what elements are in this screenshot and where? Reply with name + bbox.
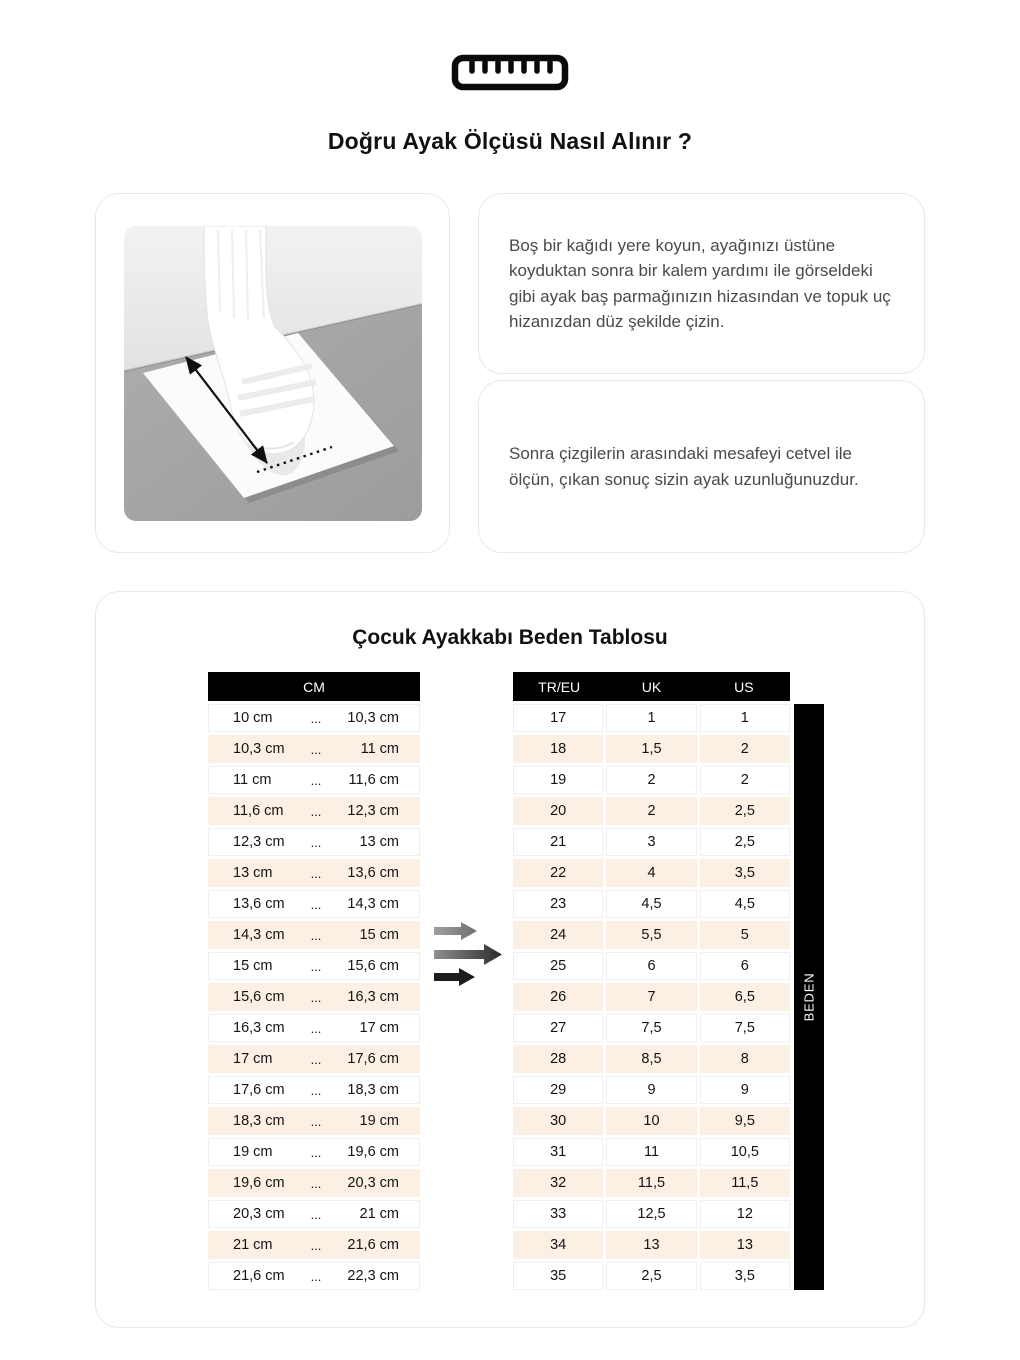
- us-value: 4,5: [700, 890, 790, 918]
- cm-table-row: [208, 1045, 420, 1073]
- size-col-treu: TR/EU: [538, 678, 581, 695]
- us-value: 6: [700, 952, 790, 980]
- us-value: 2: [700, 766, 790, 794]
- cm-from-value: 13 cm: [233, 865, 273, 881]
- cm-separator: ...: [310, 927, 322, 943]
- cm-table-row: [208, 735, 420, 763]
- cm-from-value: 14,3 cm: [233, 927, 285, 943]
- beden-side-bar: [794, 704, 824, 1290]
- cm-from-value: 11 cm: [233, 772, 272, 788]
- treu-value: 25: [513, 952, 603, 980]
- cm-separator: ...: [310, 989, 322, 1005]
- size-table-row: [513, 704, 790, 732]
- treu-value: 32: [513, 1169, 603, 1197]
- cm-to-value: 13,6 cm: [347, 865, 399, 881]
- size-table-row: [513, 1169, 790, 1197]
- cm-from-value: 19,6 cm: [233, 1175, 285, 1191]
- size-table-row: [513, 1076, 790, 1104]
- cm-from-value: 21,6 cm: [233, 1268, 285, 1284]
- beden-label: BEDEN: [801, 972, 817, 1022]
- cm-separator: ...: [310, 772, 322, 788]
- tables-gap: [420, 672, 513, 1293]
- cm-table-row: [208, 797, 420, 825]
- ruler-icon-wrap: [0, 54, 1020, 92]
- cm-from-value: 11,6 cm: [233, 803, 284, 819]
- size-table-body: [513, 704, 790, 1290]
- instruction-card-2: [478, 380, 925, 553]
- cm-to-value: 21,6 cm: [347, 1237, 399, 1253]
- uk-value: 7: [606, 983, 696, 1011]
- cm-table-row: [208, 1107, 420, 1135]
- cm-table-body: [208, 704, 420, 1290]
- cm-table-row: [208, 1262, 420, 1290]
- cm-to-value: 13 cm: [359, 834, 399, 850]
- cm-separator: ...: [310, 1268, 322, 1284]
- treu-value: 20: [513, 797, 603, 825]
- cm-from-value: 15,6 cm: [233, 989, 285, 1005]
- size-table-row: [513, 1045, 790, 1073]
- treu-value: 31: [513, 1138, 603, 1166]
- uk-value: 2: [606, 797, 696, 825]
- us-value: 2,5: [700, 828, 790, 856]
- treu-value: 22: [513, 859, 603, 887]
- cm-to-value: 19 cm: [359, 1113, 399, 1129]
- cm-separator: ...: [310, 834, 322, 850]
- size-col-uk: UK: [641, 678, 662, 695]
- uk-value: 2,5: [606, 1262, 696, 1290]
- us-value: 3,5: [700, 1262, 790, 1290]
- us-value: 1: [700, 704, 790, 732]
- instruction-step-2: Sonra çizgilerin arasındaki mesafeyi cetvel ile ölçün, çıkan sonuç sizin ayak uzunluğunuzdur.: [509, 444, 859, 489]
- treu-value: 35: [513, 1262, 603, 1290]
- cm-from-value: 12,3 cm: [233, 834, 285, 850]
- treu-value: 17: [513, 704, 603, 732]
- uk-value: 3: [606, 828, 696, 856]
- cm-from-value: 18,3 cm: [233, 1113, 285, 1129]
- uk-value: 2: [606, 766, 696, 794]
- foot-measurement-illustration: [124, 226, 422, 521]
- cm-separator: ...: [310, 865, 322, 881]
- cm-to-value: 11,6 cm: [348, 772, 399, 788]
- cm-from-value: 21 cm: [233, 1237, 273, 1253]
- size-table-row: [513, 1107, 790, 1135]
- treu-value: 28: [513, 1045, 603, 1073]
- size-table-row: [513, 983, 790, 1011]
- cm-table-row: [208, 983, 420, 1011]
- cm-to-value: 21 cm: [359, 1206, 399, 1222]
- cm-separator: ...: [310, 896, 322, 912]
- us-value: 10,5: [700, 1138, 790, 1166]
- us-value: 9: [700, 1076, 790, 1104]
- us-value: 7,5: [700, 1014, 790, 1042]
- uk-value: 5,5: [606, 921, 696, 949]
- cm-from-value: 15 cm: [233, 958, 273, 974]
- size-table-row: [513, 735, 790, 763]
- cm-separator: ...: [310, 710, 322, 726]
- cm-from-value: 10 cm: [233, 710, 273, 726]
- cm-separator: ...: [310, 803, 322, 819]
- cm-table-row: [208, 828, 420, 856]
- uk-value: 4,5: [606, 890, 696, 918]
- cm-from-value: 13,6 cm: [233, 896, 285, 912]
- us-value: 3,5: [700, 859, 790, 887]
- cm-to-value: 15 cm: [359, 927, 399, 943]
- cm-separator: ...: [310, 1051, 322, 1067]
- size-table: [513, 672, 790, 1293]
- uk-value: 7,5: [606, 1014, 696, 1042]
- uk-value: 9: [606, 1076, 696, 1104]
- size-table-row: [513, 1200, 790, 1228]
- size-table-row: [513, 1231, 790, 1259]
- size-table-row: [513, 952, 790, 980]
- cm-to-value: 19,6 cm: [347, 1144, 399, 1160]
- cm-to-value: 12,3 cm: [347, 803, 399, 819]
- cm-table-row: [208, 1169, 420, 1197]
- size-table-row: [513, 766, 790, 794]
- cm-table-row: [208, 921, 420, 949]
- size-table-row: [513, 1014, 790, 1042]
- size-table-row: [513, 797, 790, 825]
- foot-photo-card: [95, 193, 450, 553]
- size-table-row: [513, 921, 790, 949]
- cm-table-row: [208, 859, 420, 887]
- cm-to-value: 20,3 cm: [347, 1175, 399, 1191]
- uk-value: 6: [606, 952, 696, 980]
- cm-separator: ...: [310, 1082, 322, 1098]
- size-tables-row: [96, 672, 924, 1293]
- cm-from-value: 19 cm: [233, 1144, 273, 1160]
- instruction-step-1: Boş bir kağıdı yere koyun, ayağınızı üstüne koyduktan sonra bir kalem yardımı ile görseldeki gibi ayak baş parmağınızın hizasından ve topuk uç hizanızdan düz şekilde çizin.: [509, 235, 891, 331]
- size-table-row: [513, 828, 790, 856]
- cm-table-row: [208, 890, 420, 918]
- us-value: 6,5: [700, 983, 790, 1011]
- treu-value: 29: [513, 1076, 603, 1104]
- cm-separator: ...: [310, 1113, 322, 1129]
- size-table-row: [513, 890, 790, 918]
- cm-to-value: 15,6 cm: [347, 958, 399, 974]
- uk-value: 1: [606, 704, 696, 732]
- us-value: 8: [700, 1045, 790, 1073]
- us-value: 5: [700, 921, 790, 949]
- uk-value: 11,5: [606, 1169, 696, 1197]
- transfer-arrows-icon: [432, 917, 502, 989]
- cm-table-header: CM: [208, 672, 420, 701]
- cm-from-value: 17,6 cm: [233, 1082, 285, 1098]
- cm-to-value: 11 cm: [360, 741, 399, 757]
- treu-value: 33: [513, 1200, 603, 1228]
- treu-value: 34: [513, 1231, 603, 1259]
- cm-to-value: 16,3 cm: [347, 989, 399, 1005]
- uk-value: 8,5: [606, 1045, 696, 1073]
- size-table-row: [513, 1138, 790, 1166]
- treu-value: 30: [513, 1107, 603, 1135]
- cm-to-value: 17,6 cm: [347, 1051, 399, 1067]
- uk-value: 4: [606, 859, 696, 887]
- uk-value: 1,5: [606, 735, 696, 763]
- cm-table-row: [208, 1231, 420, 1259]
- instruction-card-1: [478, 193, 925, 374]
- us-value: 2: [700, 735, 790, 763]
- treu-value: 18: [513, 735, 603, 763]
- us-value: 9,5: [700, 1107, 790, 1135]
- cm-separator: ...: [310, 741, 322, 757]
- cm-table-row: [208, 704, 420, 732]
- uk-value: 12,5: [606, 1200, 696, 1228]
- cm-separator: ...: [310, 1206, 322, 1222]
- size-table-card: [95, 591, 925, 1328]
- uk-value: 11: [606, 1138, 696, 1166]
- cm-from-value: 20,3 cm: [233, 1206, 285, 1222]
- size-col-us: US: [734, 678, 754, 695]
- treu-value: 21: [513, 828, 603, 856]
- size-table-row: [513, 1262, 790, 1290]
- cm-table-row: [208, 1014, 420, 1042]
- size-table-title: Çocuk Ayakkabı Beden Tablosu: [352, 626, 668, 649]
- cm-table-row: [208, 952, 420, 980]
- instruction-cards: [478, 193, 925, 553]
- cm-separator: ...: [310, 1237, 322, 1253]
- page-title: Doğru Ayak Ölçüsü Nasıl Alınır ?: [327, 128, 693, 154]
- uk-value: 10: [606, 1107, 696, 1135]
- treu-value: 27: [513, 1014, 603, 1042]
- cm-to-value: 14,3 cm: [347, 896, 399, 912]
- cm-table-row: [208, 1138, 420, 1166]
- cm-table-row: [208, 1200, 420, 1228]
- us-value: 13: [700, 1231, 790, 1259]
- size-table-header: [513, 672, 790, 701]
- us-value: 11,5: [700, 1169, 790, 1197]
- cm-from-value: 10,3 cm: [233, 741, 285, 757]
- instruction-section: [95, 193, 925, 553]
- cm-table-row: [208, 1076, 420, 1104]
- cm-separator: ...: [310, 1175, 322, 1191]
- us-value: 12: [700, 1200, 790, 1228]
- treu-value: 19: [513, 766, 603, 794]
- uk-value: 13: [606, 1231, 696, 1259]
- cm-from-value: 16,3 cm: [233, 1020, 285, 1036]
- ruler-icon: [451, 54, 569, 92]
- cm-table: [208, 672, 420, 1293]
- treu-value: 26: [513, 983, 603, 1011]
- cm-from-value: 17 cm: [233, 1051, 273, 1067]
- cm-to-value: 10,3 cm: [347, 710, 399, 726]
- cm-separator: ...: [310, 1144, 322, 1160]
- cm-to-value: 22,3 cm: [347, 1268, 399, 1284]
- size-table-row: [513, 859, 790, 887]
- treu-value: 23: [513, 890, 603, 918]
- us-value: 2,5: [700, 797, 790, 825]
- treu-value: 24: [513, 921, 603, 949]
- cm-table-row: [208, 766, 420, 794]
- cm-separator: ...: [310, 958, 322, 974]
- cm-separator: ...: [310, 1020, 322, 1036]
- cm-to-value: 17 cm: [359, 1020, 399, 1036]
- cm-to-value: 18,3 cm: [347, 1082, 399, 1098]
